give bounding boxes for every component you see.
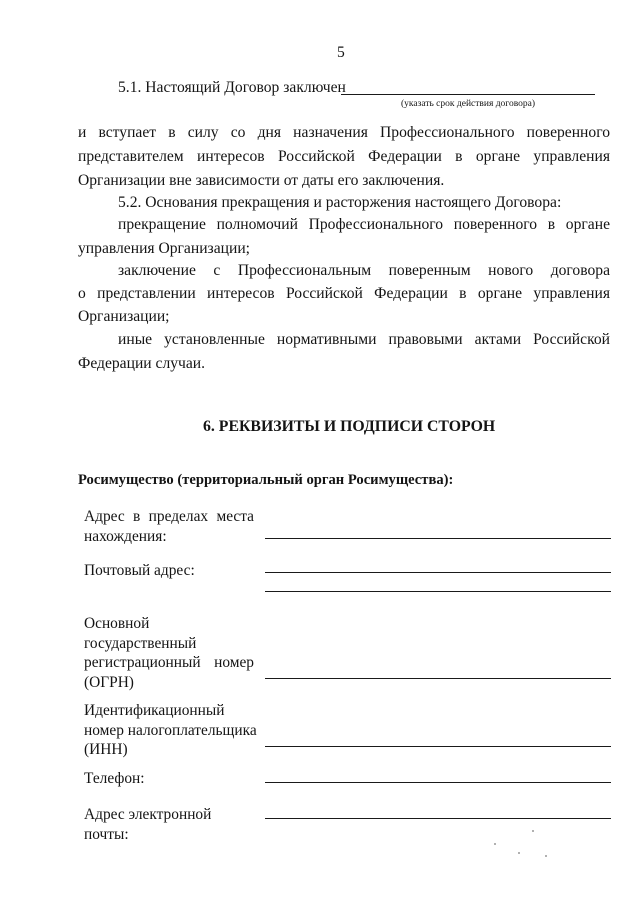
ogrn-fill-line[interactable]	[265, 678, 611, 679]
clause-5-2-item-1-line-2: управления Организации;	[78, 240, 250, 257]
scan-speck	[532, 830, 534, 832]
ogrn-label	[84, 614, 254, 692]
scan-speck	[518, 852, 520, 854]
term-blank-line	[341, 94, 595, 95]
inn-label	[84, 701, 259, 760]
address-label	[84, 507, 254, 546]
inn-label-line-3: (ИНН)	[84, 741, 128, 758]
scan-speck	[494, 843, 496, 845]
clause-5-2-item-1-line-1: прекращение полномочий Профессионального поверенного в органе	[118, 216, 610, 233]
clause-5-1-line-2: и вступает в силу со дня назначения Профессионального поверенного	[78, 124, 610, 141]
postal-address-fill-line-2[interactable]	[265, 591, 611, 592]
clause-5-1-text: 5.1. Настоящий Договор заключен	[118, 79, 346, 96]
party-heading: Росимущество (территориальный орган Росимущества):	[78, 472, 454, 488]
clause-5-2-item-2-line-3: Организации;	[78, 308, 170, 325]
inn-fill-line[interactable]	[265, 746, 611, 747]
clause-5-2-heading: 5.2. Основания прекращения и расторжения настоящего Договора:	[118, 194, 562, 211]
ogrn-label-line-3: регистрационный номер	[84, 654, 254, 671]
clause-5-1-line-4: Организации вне зависимости от даты его заключения.	[78, 172, 445, 189]
inn-label-line-2: номер налогоплательщика	[84, 721, 257, 739]
address-label-line-1: Адрес в пределах места	[84, 508, 254, 525]
postal-address-label: Почтовый адрес:	[84, 562, 195, 579]
postal-address-fill-line-1[interactable]	[265, 572, 611, 573]
ogrn-label-line-4: (ОГРН)	[84, 673, 134, 691]
page-number: 5	[337, 44, 345, 61]
phone-label: Телефон:	[84, 770, 145, 787]
clause-5-2-item-3-line-2: Федерации случаи.	[78, 355, 206, 372]
term-blank-caption: (указать срок действия договора)	[401, 99, 536, 109]
clause-5-2-item-2-line-1: заключение с Профессиональным поверенным нового договора	[118, 262, 610, 279]
scan-speck	[545, 855, 547, 857]
email-fill-line[interactable]	[265, 818, 611, 819]
address-fill-line[interactable]	[265, 538, 611, 539]
phone-fill-line[interactable]	[265, 782, 611, 783]
email-label-line-1: Адрес электронной	[84, 806, 212, 823]
section-6-title: 6. РЕКВИЗИТЫ И ПОДПИСИ СТОРОН	[203, 418, 496, 435]
clause-5-2-item-3-line-1: иные установленные нормативными правовыми актами Российской	[118, 331, 610, 348]
clause-5-2-item-2-line-2: о представлении интересов Российской Федерации в органе управления	[78, 285, 610, 302]
email-label	[84, 805, 254, 844]
inn-label-line-1: Идентификационный	[84, 702, 225, 719]
ogrn-label-line-1: Основной	[84, 615, 150, 632]
clause-5-1-line-3: представителем интересов Российской Федерации в органе управления	[78, 148, 610, 165]
email-label-line-2: почты:	[84, 825, 129, 843]
address-label-line-2: нахождения:	[84, 527, 167, 545]
ogrn-label-line-2: государственный	[84, 634, 197, 652]
